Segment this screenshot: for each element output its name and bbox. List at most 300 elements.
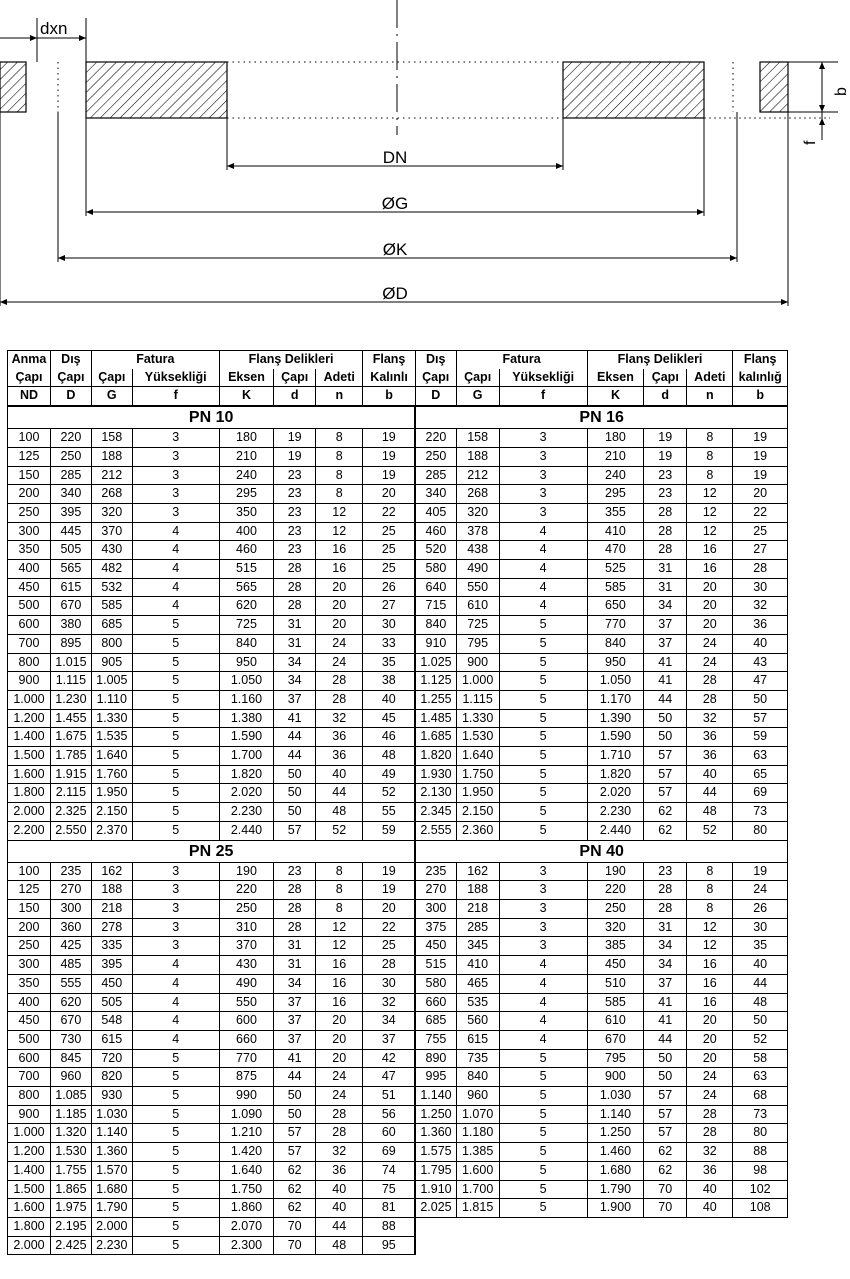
table-cell: 1.085	[50, 1087, 91, 1106]
b-label: b	[833, 87, 850, 96]
table-row	[8, 974, 788, 993]
table-cell: 300	[50, 899, 91, 918]
table-cell	[687, 1217, 733, 1236]
table-cell: 240	[219, 466, 274, 485]
table-cell: 19	[274, 447, 316, 466]
table-cell: 1.675	[50, 728, 91, 747]
table-cell: 50	[274, 765, 316, 784]
table-cell: 725	[219, 616, 274, 635]
table-cell: 685	[91, 616, 132, 635]
table-cell: 490	[219, 974, 274, 993]
table-cell: 28	[644, 881, 687, 900]
table-cell: 1.640	[456, 747, 499, 766]
table-cell: 350	[219, 503, 274, 522]
header-cell: f	[499, 387, 587, 406]
table-cell: 16	[316, 993, 363, 1012]
table-cell	[456, 1236, 499, 1255]
table-cell: 40	[687, 765, 733, 784]
table-cell: 620	[50, 993, 91, 1012]
table-row	[8, 1049, 788, 1068]
table-cell: 68	[733, 1087, 788, 1106]
table-cell: 5	[132, 1217, 219, 1236]
table-cell: 5	[499, 709, 587, 728]
table-cell: 580	[415, 560, 456, 579]
table-cell: 900	[456, 653, 499, 672]
table-cell: 2.440	[219, 821, 274, 840]
table-cell: 378	[456, 522, 499, 541]
table-cell: 20	[363, 899, 415, 918]
table-cell: 188	[91, 881, 132, 900]
header-cell: Dış	[50, 351, 91, 369]
pressure-class-row	[8, 406, 788, 429]
pressure-class-title: PN 10	[8, 406, 416, 429]
table-cell: 3	[132, 429, 219, 448]
table-cell: 385	[587, 937, 644, 956]
table-cell: 19	[363, 881, 415, 900]
table-row	[8, 578, 788, 597]
table-cell: 875	[219, 1068, 274, 1087]
table-cell: 310	[219, 918, 274, 937]
header-cell: Çapı	[50, 369, 91, 387]
table-cell: 19	[644, 429, 687, 448]
flange-cross-section-diagram	[0, 0, 850, 345]
table-cell: 430	[219, 956, 274, 975]
table-cell: 1.400	[8, 728, 51, 747]
table-cell: 23	[274, 862, 316, 881]
table-cell: 380	[50, 616, 91, 635]
table-cell: 62	[644, 1161, 687, 1180]
table-cell: 800	[8, 1087, 51, 1106]
table-row	[8, 690, 788, 709]
table-cell: 300	[8, 522, 51, 541]
table-cell: 98	[733, 1161, 788, 1180]
table-cell: 20	[316, 1030, 363, 1049]
table-cell: 38	[363, 672, 415, 691]
table-cell: 62	[274, 1180, 316, 1199]
table-cell: 24	[733, 881, 788, 900]
table-cell: 33	[363, 634, 415, 653]
table-cell: 350	[8, 541, 51, 560]
table-cell: 4	[132, 560, 219, 579]
table-cell: 5	[132, 1161, 219, 1180]
pressure-class-row	[8, 840, 788, 862]
table-cell: 250	[587, 899, 644, 918]
table-cell: 73	[733, 803, 788, 822]
table-cell: 8	[316, 485, 363, 504]
header-cell: Dış	[415, 351, 456, 369]
table-cell: 37	[274, 690, 316, 709]
table-cell: 44	[644, 690, 687, 709]
table-cell: 250	[415, 447, 456, 466]
table-row	[8, 1087, 788, 1106]
table-cell: 268	[456, 485, 499, 504]
table-cell: 220	[219, 881, 274, 900]
table-cell: 295	[219, 485, 274, 504]
table-cell: 40	[316, 765, 363, 784]
pressure-class-title: PN 25	[8, 840, 416, 862]
table-cell: 8	[687, 862, 733, 881]
table-cell: 44	[687, 784, 733, 803]
table-cell: 5	[499, 690, 587, 709]
table-cell: 28	[687, 672, 733, 691]
table-cell: 48	[316, 1236, 363, 1255]
header-row-1	[8, 351, 788, 369]
table-cell: 350	[8, 974, 51, 993]
table-cell: 4	[499, 1030, 587, 1049]
table-row	[8, 1199, 788, 1218]
header-cell: Fatura	[91, 351, 219, 369]
table-cell: 1.170	[587, 690, 644, 709]
table-cell: 28	[316, 690, 363, 709]
table-cell: 1.330	[91, 709, 132, 728]
table-cell: 23	[274, 522, 316, 541]
pressure-class-title: PN 16	[415, 406, 787, 429]
table-cell: 16	[316, 974, 363, 993]
table-cell: 1.535	[91, 728, 132, 747]
table-cell: 24	[687, 1068, 733, 1087]
table-cell: 3	[132, 503, 219, 522]
table-cell: 1.800	[8, 1217, 51, 1236]
header-cell: Fatura	[456, 351, 587, 369]
table-cell: 32	[316, 709, 363, 728]
table-cell: 20	[363, 485, 415, 504]
table-cell: 20	[733, 485, 788, 504]
table-cell: 1.530	[50, 1143, 91, 1162]
table-cell: 285	[415, 466, 456, 485]
table-cell: 250	[50, 447, 91, 466]
table-cell: 470	[587, 541, 644, 560]
table-cell: 445	[50, 522, 91, 541]
table-cell: 900	[587, 1068, 644, 1087]
table-cell: 1.530	[456, 728, 499, 747]
table-cell: 48	[687, 803, 733, 822]
table-cell: 5	[132, 1236, 219, 1255]
table-cell: 320	[456, 503, 499, 522]
table-cell: 24	[687, 653, 733, 672]
table-cell: 19	[363, 466, 415, 485]
table-cell: 19	[644, 447, 687, 466]
table-cell: 5	[499, 765, 587, 784]
table-cell: 44	[274, 1068, 316, 1087]
table-cell: 20	[687, 616, 733, 635]
table-cell: 5	[499, 634, 587, 653]
flange-section-left-outer	[0, 62, 26, 112]
table-cell: 515	[415, 956, 456, 975]
header-row-2	[8, 369, 788, 387]
table-cell: 188	[456, 447, 499, 466]
table-cell: 1.140	[587, 1105, 644, 1124]
table-cell: 37	[644, 616, 687, 635]
table-cell: 70	[274, 1217, 316, 1236]
table-cell: 48	[363, 747, 415, 766]
table-cell: 5	[499, 1068, 587, 1087]
pressure-class-title: PN 40	[415, 840, 787, 862]
table-cell: 235	[50, 862, 91, 881]
header-cell: Çapı	[8, 369, 51, 387]
table-cell: 57	[733, 709, 788, 728]
table-cell: 8	[316, 881, 363, 900]
table-cell: 500	[8, 597, 51, 616]
table-cell: 3	[132, 937, 219, 956]
table-cell: 395	[50, 503, 91, 522]
table-cell: 24	[316, 1068, 363, 1087]
table-cell: 35	[733, 937, 788, 956]
table-cell: 565	[219, 578, 274, 597]
table-cell: 5	[132, 821, 219, 840]
table-cell: 505	[50, 541, 91, 560]
table-cell: 1.700	[219, 747, 274, 766]
flange-section-right-inner	[563, 62, 704, 118]
table-cell: 1.200	[8, 709, 51, 728]
header-cell: b	[733, 387, 788, 406]
table-cell: 840	[219, 634, 274, 653]
table-cell: 1.950	[91, 784, 132, 803]
table-cell: 5	[132, 1143, 219, 1162]
table-cell: 44	[733, 974, 788, 993]
table-row	[8, 937, 788, 956]
table-cell: 37	[274, 993, 316, 1012]
table-cell: 220	[415, 429, 456, 448]
header-cell: Kalınlı	[363, 369, 415, 387]
table-cell: 335	[91, 937, 132, 956]
table-cell: 1.455	[50, 709, 91, 728]
table-cell: 370	[219, 937, 274, 956]
table-row	[8, 862, 788, 881]
table-cell: 16	[687, 974, 733, 993]
table-cell: 905	[91, 653, 132, 672]
table-row	[8, 821, 788, 840]
table-row	[8, 1143, 788, 1162]
table-cell: 24	[687, 1087, 733, 1106]
table-cell: 24	[316, 653, 363, 672]
table-cell: 2.360	[456, 821, 499, 840]
table-cell: 1.820	[415, 747, 456, 766]
table-cell: 5	[132, 1049, 219, 1068]
table-cell: 58	[733, 1049, 788, 1068]
table-cell: 3	[499, 899, 587, 918]
table-cell: 28	[316, 1124, 363, 1143]
table-cell: 360	[50, 918, 91, 937]
table-cell: 28	[274, 560, 316, 579]
table-row	[8, 466, 788, 485]
d-label: ØD	[382, 284, 408, 303]
table-cell: 20	[687, 578, 733, 597]
table-cell	[415, 1236, 456, 1255]
table-cell	[644, 1217, 687, 1236]
table-cell: 1.115	[50, 672, 91, 691]
table-row	[8, 1124, 788, 1143]
table-cell: 340	[415, 485, 456, 504]
table-cell: 16	[316, 956, 363, 975]
table-cell: 190	[587, 862, 644, 881]
header-cell: Flanş Delikleri	[219, 351, 363, 369]
table-cell: 1.250	[415, 1105, 456, 1124]
table-cell: 34	[644, 597, 687, 616]
table-cell: 615	[91, 1030, 132, 1049]
table-cell: 3	[499, 862, 587, 881]
table-cell: 1.160	[219, 690, 274, 709]
table-cell: 3	[499, 429, 587, 448]
table-cell: 8	[687, 881, 733, 900]
table-cell: 57	[644, 1124, 687, 1143]
table-cell: 4	[499, 597, 587, 616]
table-cell: 4	[132, 1030, 219, 1049]
table-cell: 25	[733, 522, 788, 541]
table-cell: 41	[274, 709, 316, 728]
table-cell: 8	[687, 466, 733, 485]
table-cell: 585	[587, 993, 644, 1012]
table-cell	[587, 1236, 644, 1255]
table-cell: 735	[456, 1049, 499, 1068]
table-row	[8, 993, 788, 1012]
table-cell: 1.110	[91, 690, 132, 709]
table-cell: 16	[316, 541, 363, 560]
table-cell	[587, 1217, 644, 1236]
table-cell: 5	[499, 1049, 587, 1068]
table-cell: 20	[687, 597, 733, 616]
table-cell: 795	[587, 1049, 644, 1068]
table-row	[8, 447, 788, 466]
table-cell: 63	[733, 747, 788, 766]
table-cell: 490	[456, 560, 499, 579]
table-cell: 5	[499, 1105, 587, 1124]
table-cell: 320	[587, 918, 644, 937]
table-cell: 32	[687, 709, 733, 728]
table-cell: 1.710	[587, 747, 644, 766]
table-cell: 26	[733, 899, 788, 918]
table-cell: 600	[219, 1012, 274, 1031]
table-cell: 28	[644, 522, 687, 541]
table-cell: 8	[316, 466, 363, 485]
table-cell: 44	[316, 1217, 363, 1236]
table-cell: 19	[363, 429, 415, 448]
table-cell: 235	[415, 862, 456, 881]
table-cell: 5	[499, 616, 587, 635]
table-cell: 49	[363, 765, 415, 784]
table-cell: 44	[316, 784, 363, 803]
table-cell: 188	[456, 881, 499, 900]
table-cell: 32	[363, 993, 415, 1012]
flange-dimensions-table	[7, 350, 788, 1255]
table-cell: 3	[499, 447, 587, 466]
header-cell: Çapı	[456, 369, 499, 387]
table-cell: 5	[499, 653, 587, 672]
table-cell: 37	[644, 974, 687, 993]
table-cell: 50	[733, 690, 788, 709]
table-cell: 5	[499, 821, 587, 840]
table-cell: 62	[644, 821, 687, 840]
table-cell: 1.755	[50, 1161, 91, 1180]
table-cell: 88	[733, 1143, 788, 1162]
table-cell: 2.020	[219, 784, 274, 803]
table-cell: 8	[316, 899, 363, 918]
table-cell: 162	[456, 862, 499, 881]
table-cell: 41	[274, 1049, 316, 1068]
table-cell: 5	[132, 1180, 219, 1199]
table-cell: 31	[274, 937, 316, 956]
table-cell: 2.000	[8, 803, 51, 822]
table-cell: 840	[415, 616, 456, 635]
table-cell: 24	[316, 634, 363, 653]
table-cell: 1.865	[50, 1180, 91, 1199]
table-cell: 1.320	[50, 1124, 91, 1143]
table-cell: 12	[687, 522, 733, 541]
table-cell: 27	[363, 597, 415, 616]
table-cell: 16	[687, 560, 733, 579]
table-cell: 50	[274, 784, 316, 803]
header-cell: f	[132, 387, 219, 406]
table-cell: 28	[316, 672, 363, 691]
table-cell: 910	[415, 634, 456, 653]
table-row	[8, 634, 788, 653]
table-cell: 73	[733, 1105, 788, 1124]
table-cell: 4	[132, 956, 219, 975]
k-label: ØK	[382, 240, 408, 259]
table-cell: 108	[733, 1199, 788, 1218]
table-cell: 1.380	[219, 709, 274, 728]
table-cell: 340	[50, 485, 91, 504]
table-cell: 1.015	[50, 653, 91, 672]
table-cell: 250	[8, 503, 51, 522]
table-cell: 8	[687, 429, 733, 448]
table-cell: 410	[587, 522, 644, 541]
table-cell: 1.760	[91, 765, 132, 784]
table-cell: 1.785	[50, 747, 91, 766]
table-cell: 3	[499, 881, 587, 900]
table-cell: 200	[8, 918, 51, 937]
table-row	[8, 1068, 788, 1087]
table-cell: 30	[363, 974, 415, 993]
table-cell: 450	[91, 974, 132, 993]
table-cell: 50	[274, 1087, 316, 1106]
table-cell: 930	[91, 1087, 132, 1106]
table-cell: 1.090	[219, 1105, 274, 1124]
table-cell: 4	[499, 993, 587, 1012]
table-cell: 12	[316, 503, 363, 522]
table-cell: 295	[587, 485, 644, 504]
table-cell: 900	[8, 672, 51, 691]
table-cell: 1.000	[8, 690, 51, 709]
table-cell: 12	[687, 503, 733, 522]
table-cell: 730	[50, 1030, 91, 1049]
table-cell: 1.000	[8, 1124, 51, 1143]
table-cell: 190	[219, 862, 274, 881]
table-cell: 28	[687, 1124, 733, 1143]
table-cell: 36	[316, 728, 363, 747]
table-cell: 1.330	[456, 709, 499, 728]
table-cell: 52	[316, 821, 363, 840]
header-cell: Flanş	[733, 351, 788, 369]
table-cell: 500	[8, 1030, 51, 1049]
table-cell: 218	[456, 899, 499, 918]
header-cell: Çapı	[415, 369, 456, 387]
table-cell: 218	[91, 899, 132, 918]
table-cell: 660	[415, 993, 456, 1012]
table-cell: 610	[456, 597, 499, 616]
table-cell: 20	[687, 1049, 733, 1068]
table-cell: 1.005	[91, 672, 132, 691]
table-cell: 3	[499, 937, 587, 956]
table-cell: 268	[91, 485, 132, 504]
table-cell: 25	[363, 541, 415, 560]
table-cell: 36	[733, 616, 788, 635]
table-row	[8, 653, 788, 672]
table-cell: 5	[499, 728, 587, 747]
table-cell	[733, 1236, 788, 1255]
table-cell: 1.185	[50, 1105, 91, 1124]
table-cell: 20	[687, 1012, 733, 1031]
table-cell: 345	[456, 937, 499, 956]
